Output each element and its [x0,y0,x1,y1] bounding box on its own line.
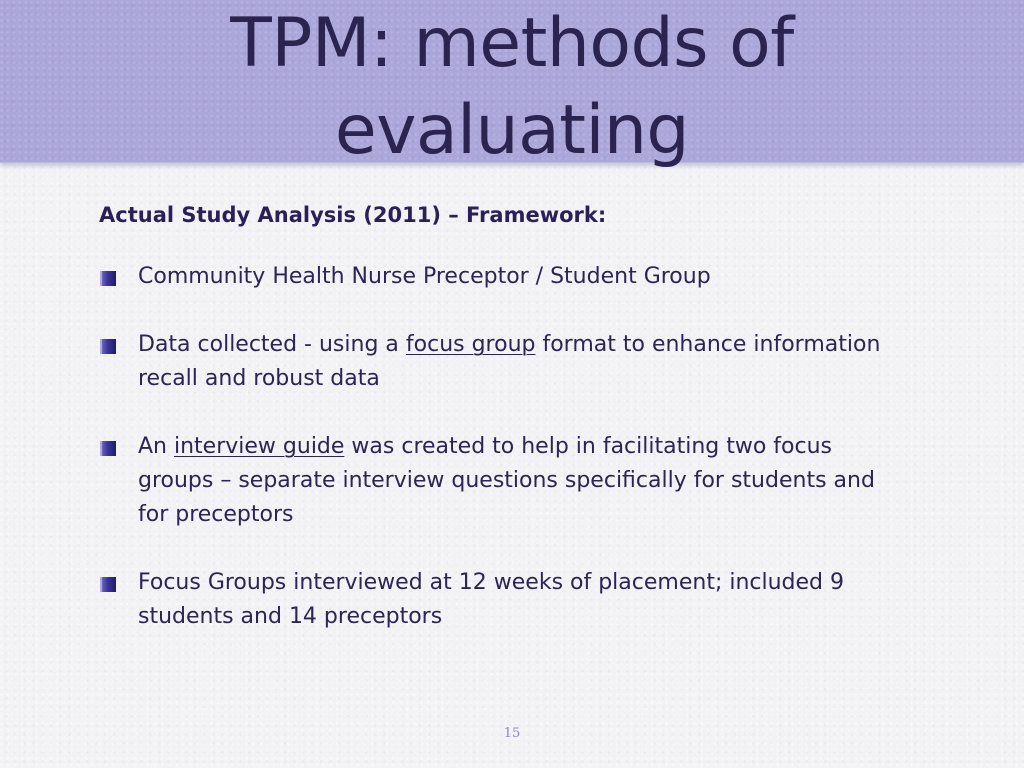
square-bullet-icon [100,577,116,592]
slide-body [99,200,909,668]
bullet-item-1 [99,260,909,294]
bullet-text-2-before: Data collected - using a [138,332,406,357]
square-bullet-icon [100,271,116,286]
bullet-list [99,260,909,634]
page-number: 15 [503,726,521,741]
slide-title-line-2: evaluating [334,91,690,170]
focus-group-link[interactable]: focus group [405,332,536,357]
square-bullet-icon [100,441,116,456]
bullet-item-2 [99,328,909,396]
slide-title [0,0,1024,174]
bullet-text-2-after: format to enhance information recall and robust data [138,332,881,391]
bullet-text-1: Community Health Nurse Preceptor / Student Group [138,264,711,289]
slide-title-line-1: TPM: methods of [230,4,794,83]
bullet-item-3 [99,430,909,532]
bullet-text-3-before: An [138,434,174,459]
bullet-item-4 [99,566,909,634]
framework-heading: Actual Study Analysis (2011) – Framework: [99,203,607,227]
bullet-text-3-after: was created to help in facilitating two focus groups – separate interview questions specifically for students and for preceptors [138,434,875,527]
bullet-text-4: Focus Groups interviewed at 12 weeks of placement; included 9 students and 14 preceptors [138,570,845,629]
square-bullet-icon [100,339,116,354]
interview-guide-link[interactable]: interview guide [174,434,345,459]
